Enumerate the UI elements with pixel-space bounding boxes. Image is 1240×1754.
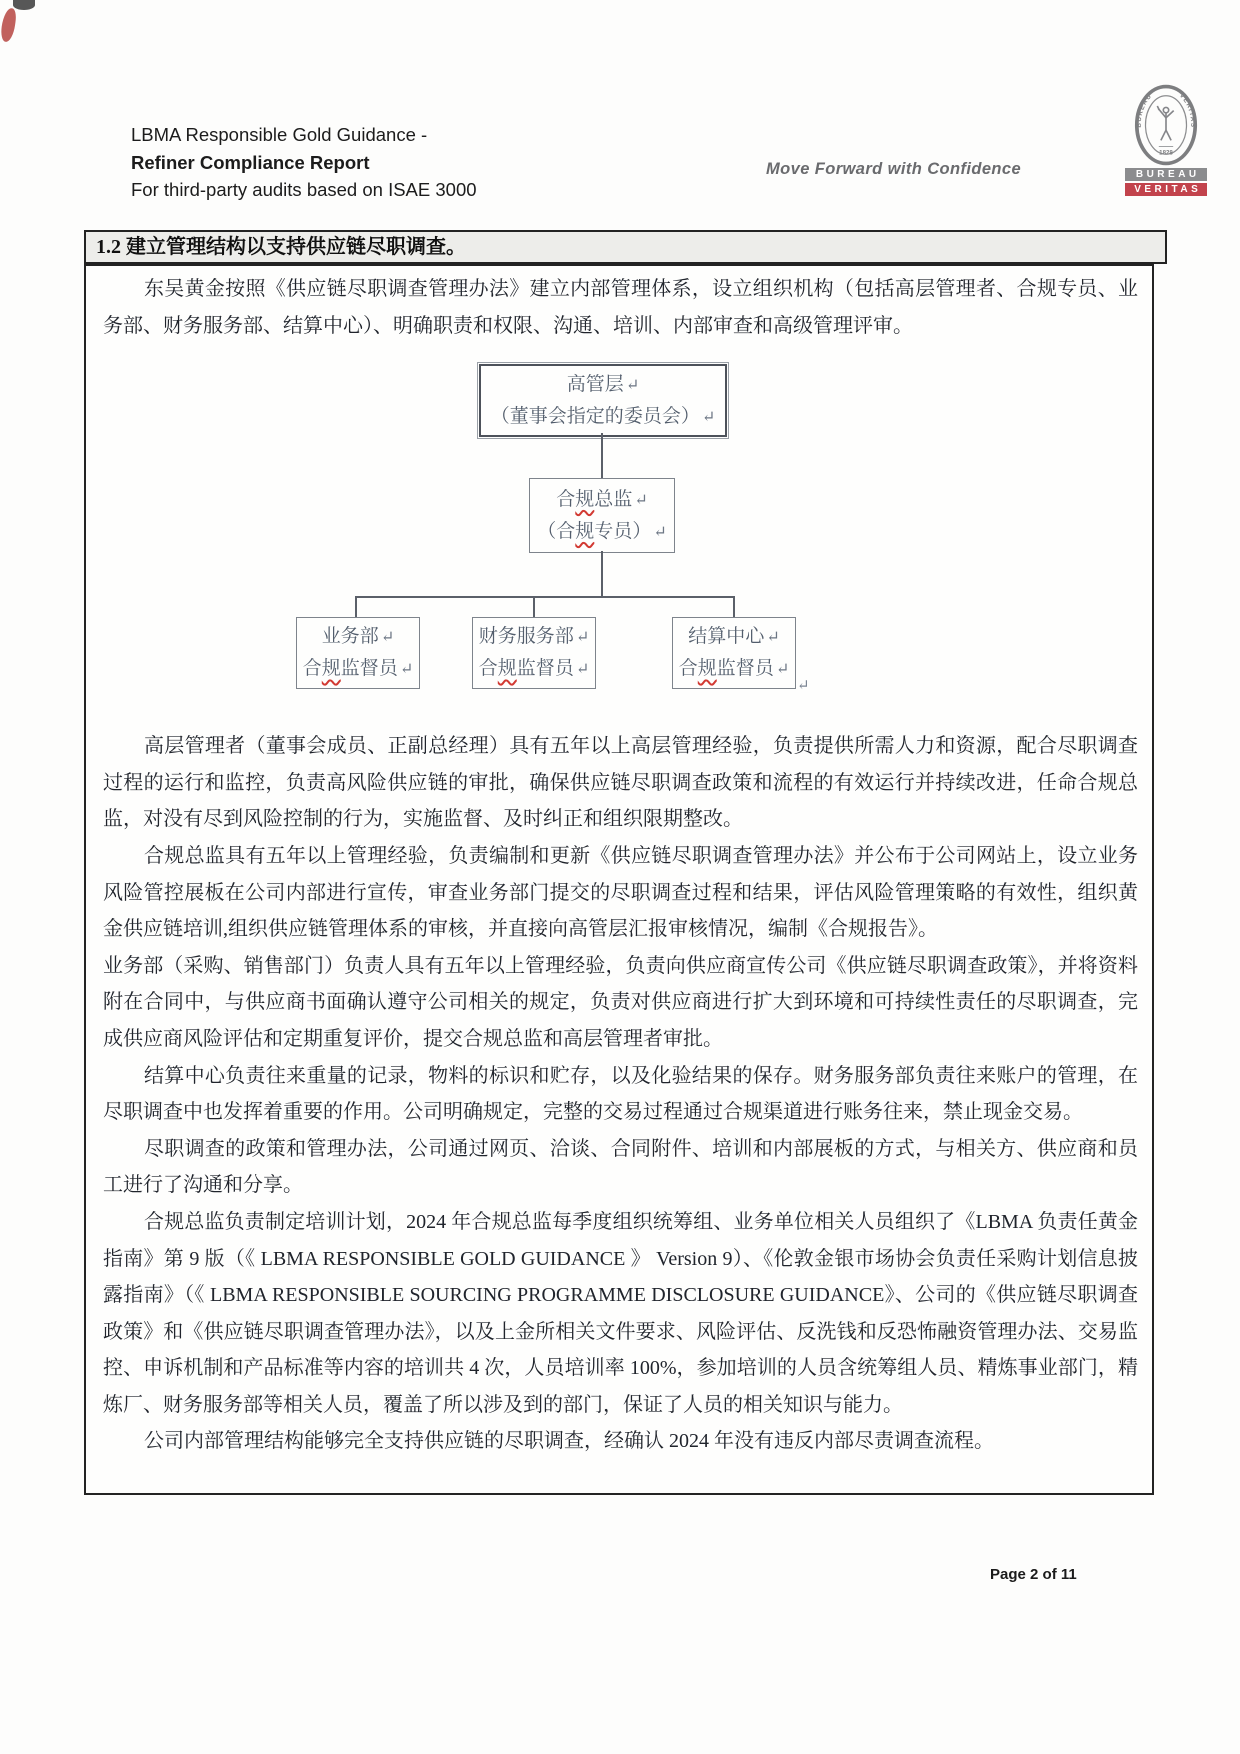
scan-artifact (13, 0, 35, 10)
connector-line (533, 596, 535, 617)
paragraph: 结算中心负责往来重量的记录，物料的标识和贮存，以及化验结果的保存。财务服务部负责往来账户的管理，在尽职调查中也发挥着重要的作用。公司明确规定，完整的交易过程通过合规渠道进行账务往来，禁止现金交易。 (103, 1064, 1138, 1124)
brand-tagline: Move Forward with Confidence (766, 160, 1022, 178)
org-chart-box-line: 合规监督员 ↵ (478, 658, 590, 680)
paragraph: 业务部（采购、销售部门）负责人具有五年以上管理经验，负责向供应商宣传公司《供应链尽职调查政策》，并将资料附在合同中，与供应商书面确认遵守公司相关的规定，负责对供应商进行扩大到环境和可持续性责任的尽职调查，完成供应商风险评估和定期重复评价，提交合规总监和高层管理者审批。 (103, 954, 1138, 1050)
org-chart-box-line: （董事会指定的委员会） ↵ (490, 405, 716, 427)
org-chart-bottom-box-settlement (672, 617, 796, 689)
body-paragraphs (103, 728, 1138, 1460)
section-title: 1.2 建立管理结构以支持供应链尽职调查。 (96, 236, 466, 258)
org-chart-bottom-box-business (296, 617, 420, 689)
logo-year: 1828 (1159, 149, 1173, 157)
logo-bar-bureau: BUREAU (1125, 168, 1207, 181)
header-title-line1: LBMA Responsible Gold Guidance - (131, 124, 428, 145)
connector-line (733, 596, 735, 617)
org-chart-middle-box (529, 478, 675, 553)
org-chart-box-line: 结算中心 ↵ (688, 626, 780, 648)
header-title-line2: Refiner Compliance Report (131, 151, 370, 173)
org-chart-box-line: 合规监督员 ↵ (678, 658, 790, 680)
intro-paragraph: 东吴黄金按照《供应链尽职调查管理办法》建立内部管理体系，设立组织机构（包括高层管理者、合规专员、业务部、财务服务部、结算中心）、明确职责和权限、沟通、培训、内部审查和高级管理评审。 (103, 278, 1138, 337)
content-box (84, 264, 1154, 1495)
org-chart-bottom-box-finance (472, 617, 596, 689)
bureau-veritas-logo (1122, 84, 1210, 196)
connector-line (355, 596, 357, 617)
svg-text:VERITAS (1178, 92, 1196, 128)
connector-line (601, 433, 603, 478)
org-chart-box-line: （合规专员） ↵ (537, 520, 667, 542)
logo-emblem-icon (1134, 84, 1198, 166)
paragraph: 高层管理者（董事会成员、正副总经理）具有五年以上高层管理经验，负责提供所需人力和资源，配合尽职调查过程的运行和监控，负责高风险供应链的审批，确保供应链尽职调查政策和流程的有效运行并持续改进，任命合规总监，对没有尽到风险控制的行为，实施监督、及时纠正和组织限期整改。 (103, 735, 1138, 831)
paragraph: 合规总监负责制定培训计划，2024 年合规总监每季度组织统筹组、业务单位相关人员组织了《LBMA 负责任黄金指南》第 9 版（《 LBMA RESPONSIBLE GOLD GUIDANCE 》 Version 9）、《伦敦金银市场协会负责任采购计划信息披露指南》（《 LBMA RESPONSIBLE SOURCING PROGRAMME DISCLOSURE GUIDANCE》、公司的《供应链尽职调查政策》和《供应链尽职调查管理办法》，以及上金所相关文件要求、风险评估、反洗钱和反恐怖融资管理办法、交易监控、申诉机制和产品标准等内容的培训共 4 次，人员培训率 100%，参加培训的人员含统筹组人员、精炼事业部门，精炼厂、财务服务部等相关人员，覆盖了所以涉及到的部门，保证了人员的相关知识与能力。 (103, 1210, 1138, 1416)
org-chart-top-box (479, 364, 727, 437)
logo-arc-text-left: BUREAU (1135, 92, 1154, 128)
section-header (84, 230, 1167, 264)
org-chart-box-line: 财务服务部 ↵ (478, 626, 590, 648)
scan-artifact (0, 7, 17, 42)
logo-figure-icon (1157, 106, 1173, 140)
page-number: Page 2 of 11 (990, 1566, 1077, 1583)
header-title-line3: For third-party audits based on ISAE 3000 (131, 179, 477, 200)
paragraph: 合规总监具有五年以上管理经验，负责编制和更新《供应链尽职调查管理办法》并公布于公司网站上，设立业务风险管控展板在公司内部进行宣传，审查业务部门提交的尽职调查过程和结果，评估风险管理策略的有效性，组织黄金供应链培训,组织供应链管理体系的审核，并直接向高管层汇报审核情况，编制《合规报告》。 (103, 844, 1138, 941)
org-chart-box-line: 合规总监 ↵ (556, 488, 648, 510)
paragraph: 尽职调查的政策和管理办法，公司通过网页、洽谈、合同附件、培训和内部展板的方式，与相关方、供应商和员工进行了沟通和分享。 (103, 1137, 1138, 1197)
org-chart-box-line: 合规监督员 ↵ (302, 658, 414, 680)
org-chart-box-line: 业务部 ↵ (321, 626, 395, 648)
return-mark: ↵ (797, 678, 810, 695)
connector-line (601, 551, 603, 596)
connector-line (355, 596, 733, 598)
org-chart (103, 356, 1138, 701)
paragraph: 公司内部管理结构能够完全支持供应链的尽职调查，经确认 2024 年没有违反内部尽责调查流程。 (144, 1430, 994, 1453)
org-chart-box-line: 高管层 ↵ (566, 373, 640, 395)
report-header (131, 121, 477, 204)
logo-arc-text-right: VERITAS (1177, 92, 1197, 129)
logo-bar-veritas: VERITAS (1125, 183, 1207, 196)
